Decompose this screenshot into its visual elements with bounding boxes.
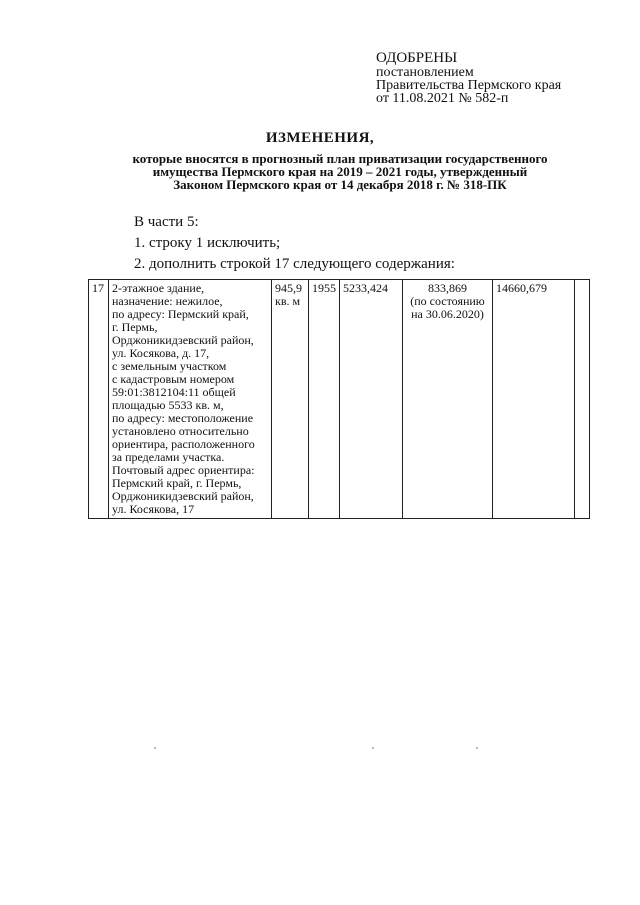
desc-line: ул. Косякова, д. 17,	[112, 346, 210, 360]
area-value: 945,9	[275, 281, 302, 295]
object-description	[109, 280, 272, 519]
item-1: 1. строку 1 исключить;	[134, 235, 281, 251]
approval-line-1: постановлением	[376, 65, 474, 80]
desc-line: по адресу: Пермский край,	[112, 307, 249, 321]
document-subtitle	[90, 152, 590, 191]
approval-line-3: от 11.08.2021 № 582-п	[376, 91, 509, 106]
desc-line: за пределами участка.	[112, 450, 225, 464]
document-title: ИЗМЕНЕНИЯ,	[265, 130, 375, 146]
addition-table	[88, 279, 590, 519]
row-number: 17	[89, 280, 109, 519]
table-row	[89, 280, 590, 519]
desc-line: Пермский край, г. Пермь,	[112, 476, 242, 490]
desc-line: назначение: нежилое,	[112, 294, 223, 308]
value-amount: 833,869	[428, 281, 467, 295]
desc-line: площадью 5533 кв. м,	[112, 398, 224, 412]
approval-head: ОДОБРЕНЫ	[376, 50, 458, 66]
subtitle-line-2: имущества Пермского края на 2019 – 2021 годы, утвержденный	[152, 164, 528, 179]
area-unit: кв. м	[275, 294, 301, 308]
desc-line: Орджоникидзевский район,	[112, 489, 254, 503]
desc-line: 59:01:3812104:11 общей	[112, 385, 236, 399]
value-cell	[403, 280, 493, 519]
item-2: 2. дополнить строкой 17 следующего содержания:	[134, 256, 455, 272]
subtitle-line-3: Законом Пермского края от 14 декабря 2018 г. № 318-ПК	[173, 177, 507, 192]
total-cell: 14660,679	[493, 280, 575, 519]
desc-line: 2-этажное здание,	[112, 281, 205, 295]
desc-line: Почтовый адрес ориентира:	[112, 463, 255, 477]
approval-stamp	[376, 50, 616, 105]
desc-line: ориентира, расположенного	[112, 437, 255, 451]
year-cell: 1955	[309, 280, 340, 519]
price-cell: 5233,424	[340, 280, 403, 519]
approval-line-2: Правительства Пермского края	[376, 78, 562, 93]
scan-dot	[476, 747, 478, 749]
part-heading: В части 5:	[134, 214, 199, 230]
desc-line: г. Пермь,	[112, 320, 158, 334]
desc-line: Орджоникидзевский район,	[112, 333, 254, 347]
desc-line: установлено относительно	[112, 424, 249, 438]
scan-dot	[154, 747, 156, 749]
desc-line: по адресу: местоположение	[112, 411, 254, 425]
area-cell	[272, 280, 309, 519]
value-note-2: на 30.06.2020)	[411, 307, 484, 321]
body-text	[134, 212, 455, 275]
subtitle-line-1: которые вносятся в прогнозный план приватизации государственного	[132, 151, 548, 166]
value-note-1: (по состоянию	[410, 294, 485, 308]
scan-dot	[372, 747, 374, 749]
desc-line: ул. Косякова, 17	[112, 502, 195, 516]
desc-line: с кадастровым номером	[112, 372, 235, 386]
empty-cell	[575, 280, 590, 519]
desc-line: с земельным участком	[112, 359, 227, 373]
